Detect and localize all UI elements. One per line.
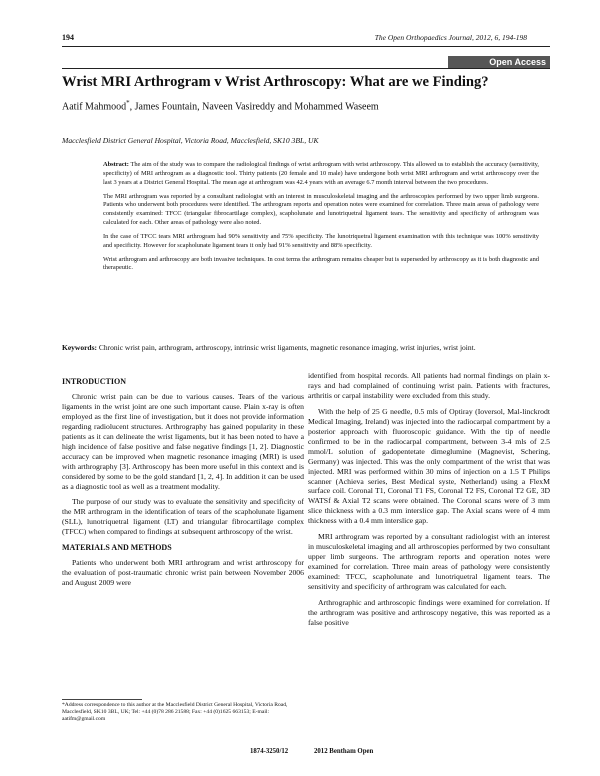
- correspondence-footnote: *Address correspondence to this author at the Macclesfield District General Hospital, Victoria Road, Macclesfield, SK10 3BL, UK; Tel: +44 (0)78 286 21588; Fax: +44 (0)1625 663153; E-mail: aatifm@gmail.com: [62, 702, 288, 722]
- author-list: [62, 99, 379, 112]
- open-access-badge: Open Access: [448, 56, 550, 68]
- body-paragraph: identified from hospital records. All patients had normal findings on plain x-rays and had complained of continuing wrist pain. Patients with fractures, arthritis or carpal instability were excluded from this study.: [308, 371, 550, 400]
- section-heading-methods: MATERIALS AND METHODS: [62, 543, 172, 553]
- page-number: 194: [62, 33, 74, 42]
- left-column: [62, 371, 304, 594]
- title-top-rule: [62, 68, 550, 69]
- keywords-label: Keywords:: [62, 343, 97, 352]
- body-paragraph: Chronic wrist pain can be due to various causes. Tears of the various ligaments in the wrist joint are one such important cause. Plain x-ray is often employed as the first line of investigation, but it does not provide information regarding radiolucent structures. Arthrography has gained popularity in these patients as it can delineate the wrist ligaments, but it has been noted to have a high incidence of false positive and false negative findings [1, 2]. Diagnostic accuracy can be improved when magnetic resonance imaging (MRI) is used with arthrography [3]. Arthroscopy has been more useful in this context and is considered by some to be the gold standard [1, 2, 4]. In addition it can be used as a diagnostic tool as well as a treatment modality.: [62, 391, 304, 491]
- footnote-rule: [62, 699, 142, 700]
- body-paragraph: MRI arthrogram was reported by a consultant radiologist with an interest in musculoskeletal imaging and all arthroscopies performed by two consultant upper limb surgeons. The arthrogram reports and operation notes were examined for correlation. Three main areas of pathology were consistently examined: TFCC, scapholunate and lunotriquetral ligament tears. The sensitivity and specificity of arthrogram was calculated for each.: [308, 532, 550, 592]
- body-paragraph: With the help of 25 G needle, 0.5 mls of Optiray (Ioversol, Mal-linckrodt Medical Imaging, Ireland) was injected into the radiocarpal compartment by a posterior approach with fluoroscopic guidance. With the tip of needle confirmed to be in the radiocarpal compartment, between 3-4 mls of 2.5 mmol/L solution of gadopentetate dimeglumine (Magnevist, Schering, Germany) was injected. This was the only compartment of the wrist that was injected. MRI was performed within 30 mins of injection on a 1.5 T Philips scanner (Achieva series, Best Medical syste, Netherland) using a FlexM surface coil. Coronal T1, Coronal T1 FS, Coronal T2 FS, Coronal T2 GE, 3D WATSf & Axial T2 scans were obtained. The Coronal scans were of 3 mm slice thickness with a 0.3 mm interslice gap. The Axial scans were of 4 mm thickness with a 0.4 mm interslice gap.: [308, 406, 550, 526]
- corresponding-author-mark: *: [126, 99, 130, 107]
- keywords: [62, 343, 550, 353]
- body-paragraph: The purpose of our study was to evaluate the sensitivity and specificity of the MR arthrogram in the identification of tears of the scapholunate ligament (SLL), lunotriquetral ligament (LT) and triangular fibrocartilage complex (TFCC) when compared to findings at subsequent arthroscopy of the wrist.: [62, 497, 304, 537]
- publisher-copyright: 2012 Bentham Open: [314, 748, 374, 755]
- abstract-paragraph: Wrist arthrogram and arthroscopy are both invasive techniques. In cost terms the arthrogram remains cheaper but is superseded by arthroscopy as it is both diagnostic and therapeutic.: [103, 255, 539, 272]
- body-paragraph: Patients who underwent both MRI arthrogram and wrist arthroscopy for the evaluation of post-traumatic chronic wrist pain between November 2006 and August 2009 were: [62, 558, 304, 588]
- other-authors: , James Fountain, Naveen Vasireddy and Mohammed Waseem: [129, 101, 379, 113]
- abstract: [103, 161, 539, 278]
- journal-citation: The Open Orthopaedics Journal, 2012, 6, 194-198: [374, 33, 527, 42]
- header-rule: [62, 46, 550, 47]
- right-column: [308, 371, 550, 634]
- abstract-paragraph: Abstract: The aim of the study was to compare the radiological findings of wrist arthrogram with wrist arthroscopy. This allowed us to establish the accuracy (sensitivity, specificity) of MRI arthrogram as a diagnostic tool. Thirty patients (20 female and 10 male) have undergone both wrist MRI arthrogram and wrist arthroscopy over the last 3 years at a District General Hospital. The mean age at arthrogram was 42.4 years with an average 6.7 month interval between the two procedures.: [103, 161, 539, 186]
- section-heading-introduction: INTRODUCTION: [62, 377, 127, 386]
- abstract-paragraph: In the case of TFCC tears MRI arthrogram had 90% sensitivity and 75% specificity. The lunotriquetral ligament examination with this technique was 100% sensitivity and specificity. However for scapholunate ligament tears it only had 91% sensitivity and 88% specificity.: [103, 232, 539, 249]
- issn: 1874-3250/12: [250, 748, 289, 755]
- body-paragraph: Arthrographic and arthroscopic findings were examined for correlation. If the arthrogram was positive and arthroscopy negative, this was reported as a false positive: [308, 598, 550, 627]
- abstract-paragraph: The MRI arthrogram was reported by a consultant radiologist with an interest in musculoskeletal imaging and the arthroscopies performed by two upper limb surgeons. Patients who underwent both procedures were identified. The arthrogram reports and operation notes were examined for correlation. Three main areas of pathology were consistently examined: TFCC (triangular fibrocartilage complex), scapholunate and lunotriquetral ligament tears. The sensitivity and specificity of arthrogram was calculated for each. Other areas of pathology were also noted.: [103, 192, 539, 227]
- keywords-text: Chronic wrist pain, arthrogram, arthroscopy, intrinsic wrist ligaments, magnetic resonance imaging, wrist injuries, wrist joint.: [98, 343, 476, 352]
- affiliation: Macclesfield District General Hospital, Victoria Road, Macclesfield, SK10 3BL, UK: [62, 136, 319, 145]
- article-title: Wrist MRI Arthrogram v Wrist Arthroscopy: What are we Finding?: [62, 74, 489, 90]
- first-author: Aatif Mahmood: [62, 101, 127, 113]
- abstract-label: Abstract:: [103, 161, 129, 168]
